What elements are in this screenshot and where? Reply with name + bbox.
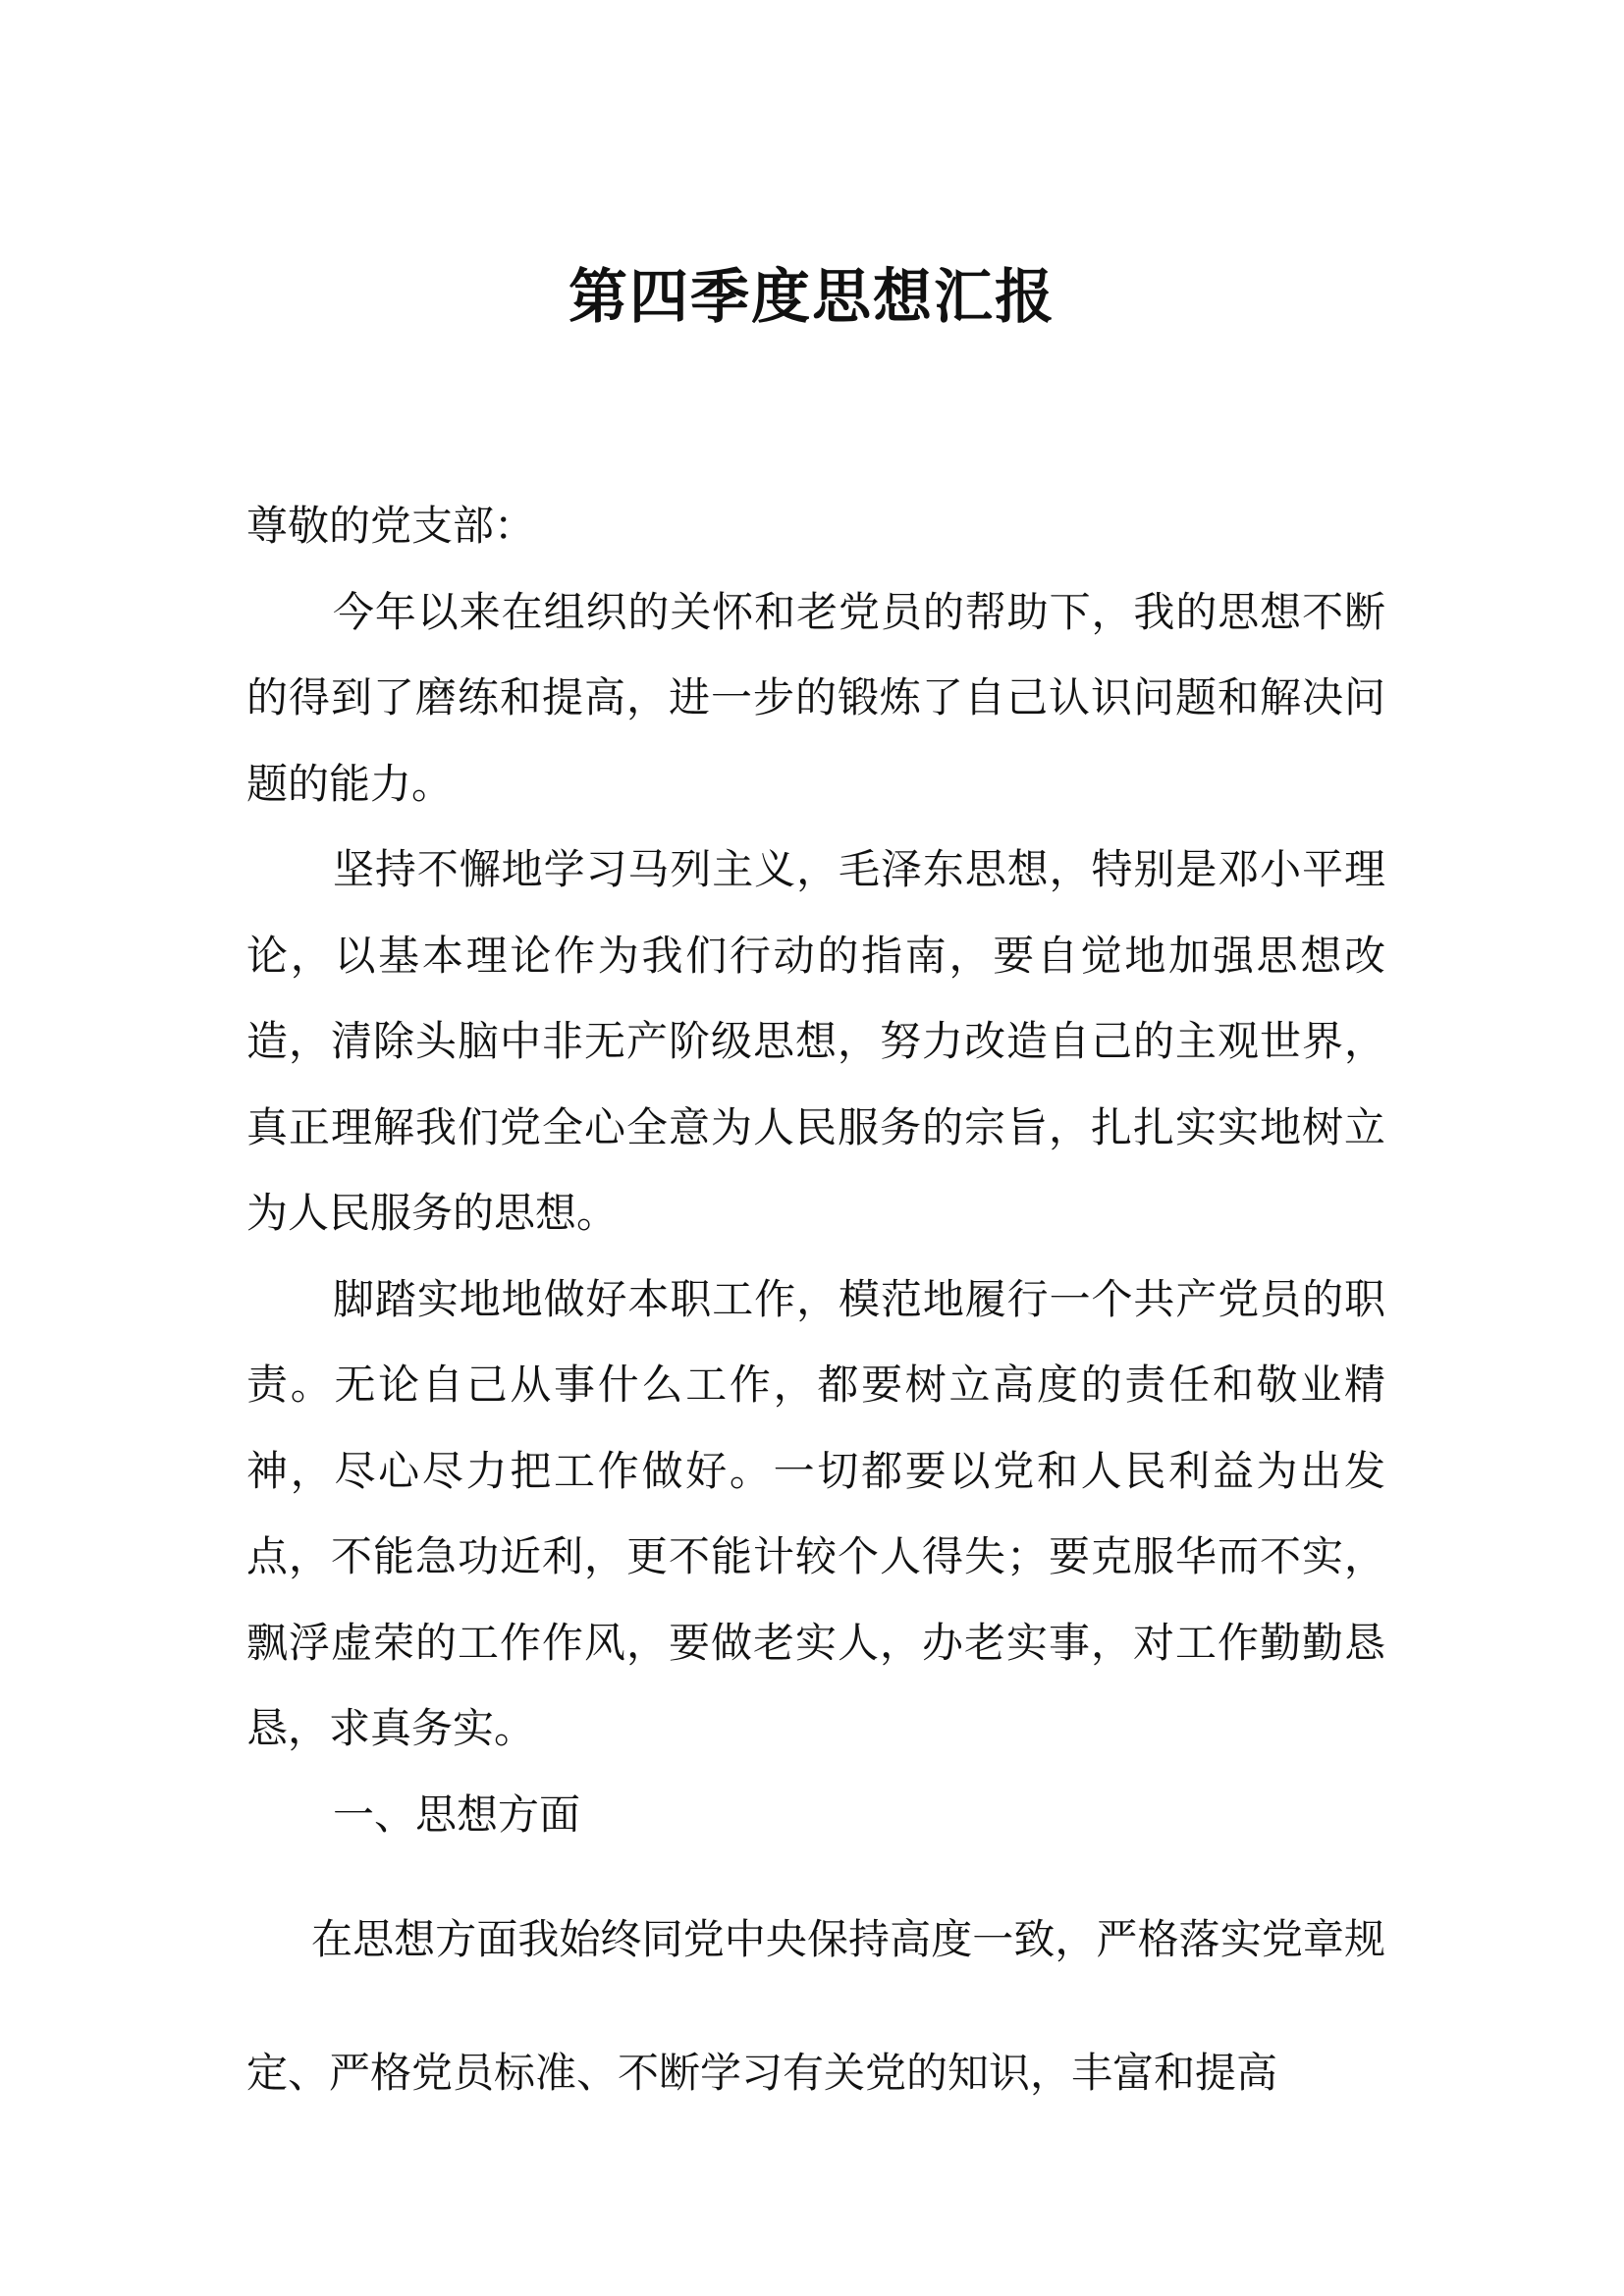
paragraph-3: 脚踏实地地做好本职工作，模范地履行一个共产党员的职责。无论自己从事什么工作，都要树立高度的责任和敬业精神，尽心尽力把工作做好。一切都要以党和人民利益为出发点，不能急功近利，更不能计较个人得失；要克服华而不实，飘浮虚荣的工作作风，要做老实人，办老实事，对工作勤勤恳恳，求真务实。 <box>246 1274 1385 1752</box>
paragraph-2: 坚持不懈地学习马列主义，毛泽东思想，特别是邓小平理论，以基本理论作为我们行动的指南，要自觉地加强思想改造，清除头脑中非无产阶级思想，努力改造自己的主观世界，真正理解我们党全心全意为人民服务的宗旨，扎扎实实地树立为人民服务的思想。 <box>246 845 1385 1237</box>
paragraph-1: 今年以来在组织的关怀和老党员的帮助下，我的思想不断的得到了磨练和提高，进一步的锻炼了自己认识问题和解决问题的能力。 <box>246 587 1385 808</box>
section-paragraph: 在思想方面我始终同党中央保持高度一致，严格落实党章规定、严格党员标准、不断学习有关党的知识，丰富和提高 <box>246 1915 1385 2097</box>
document-body <box>246 483 1385 2140</box>
document-title: 第四季度思想汇报 <box>568 263 1056 332</box>
salutation: 尊敬的党支部： <box>246 502 536 550</box>
section-heading: 一、思想方面 <box>333 1789 581 1839</box>
